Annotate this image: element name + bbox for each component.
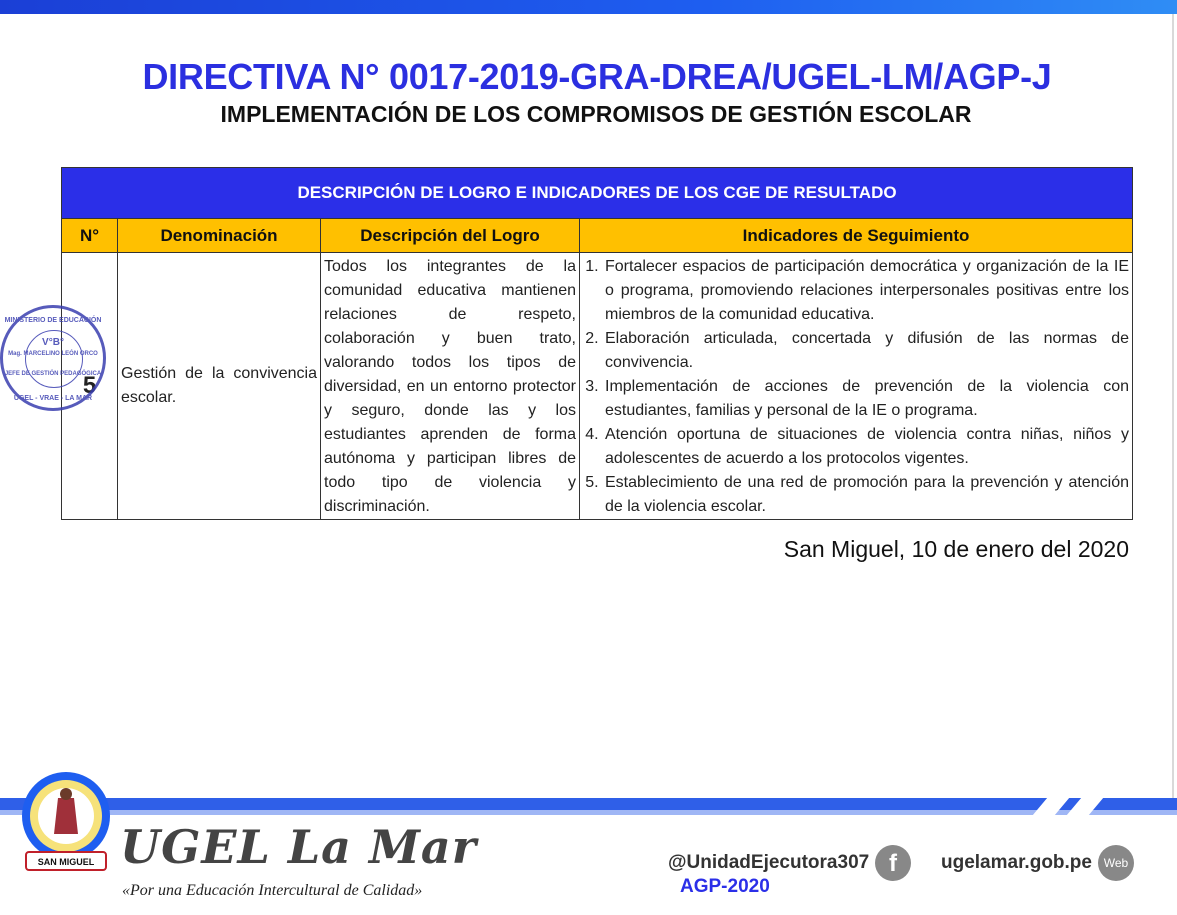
page-edge-line: [1172, 14, 1174, 814]
web-icon[interactable]: Web: [1098, 845, 1134, 881]
stamp-text: MINISTERIO DE EDUCACIÓN: [4, 317, 102, 324]
row-denomination: Gestión de la convivencia escolar.: [118, 253, 321, 520]
stamp-text: UGEL - VRAE - LA MAR: [13, 395, 93, 402]
page-title: DIRECTIVA N° 0017-2019-GRA-DREA/UGEL-LM/AGP-J: [142, 56, 1052, 97]
page-subtitle: IMPLEMENTACIÓN DE LOS COMPROMISOS DE GESTIÓN ESCOLAR: [220, 101, 972, 127]
stamp-text: V°B°: [42, 337, 64, 348]
indicator-item: 4. Atención oportuna de situaciones de violencia contra niñas, niños y adolescentes de acuerdo a los protocolos vigentes.: [603, 423, 1129, 471]
column-header-denomination: Denominación: [118, 219, 321, 253]
website-link[interactable]: ugelamar.gob.pe: [941, 852, 1092, 873]
approval-stamp: [0, 305, 106, 411]
footer-stripe-light: [0, 810, 1177, 815]
social-handle[interactable]: @UnidadEjecutora307: [668, 852, 870, 873]
indicator-item: 1. Fortalecer espacios de participación democrática y organización de la IE o programa, promoviendo relaciones interpersonales positivas entre los miembros de la comunidad educativa.: [603, 255, 1129, 327]
agp-label: AGP-2020: [680, 876, 770, 897]
cge-table: [61, 167, 1133, 520]
logo-ribbon-text: SAN MIGUEL: [37, 857, 95, 867]
facebook-icon[interactable]: f: [875, 845, 911, 881]
indicator-item: 3. Implementación de acciones de prevención de la violencia con estudiantes, familias y personal de la IE o programa.: [603, 375, 1129, 423]
ugel-logo-icon: [20, 768, 112, 878]
row-description: Todos los integrantes de la comunidad educativa mantienen relaciones de respeto, colaboración y buen trato, valorando todos los tipos de diversidad, en un entorno protector y seguro, donde las y los estudiantes aprenden de forma autónoma y participan libres de todo tipo de violencia y discriminación.: [321, 253, 580, 520]
column-header-number: N°: [62, 219, 118, 253]
org-name: UGEL La Mar: [120, 820, 477, 874]
org-motto: «Por una Educación Intercultural de Calidad»: [122, 882, 423, 899]
row-indicators: [580, 253, 1133, 520]
column-header-indicators: Indicadores de Seguimiento: [580, 219, 1133, 253]
indicator-item: 2. Elaboración articulada, concertada y difusión de las normas de convivencia.: [603, 327, 1129, 375]
row-number: 5: [62, 253, 118, 520]
indicator-item: 5. Establecimiento de una red de promoción para la prevención y atención de la violencia escolar.: [603, 471, 1129, 519]
column-header-description: Descripción del Logro: [321, 219, 580, 253]
stamp-text: Mag. MARCELINO LEÓN ORCO: [8, 351, 98, 357]
stamp-text: JEFE DE GESTIÓN PEDAGÓGICA: [4, 371, 102, 377]
table-row: [62, 253, 1133, 520]
date-line: San Miguel, 10 de enero del 2020: [783, 536, 1129, 562]
footer-stripe: [0, 798, 1177, 810]
top-accent-bar: [0, 0, 1177, 14]
table-caption: DESCRIPCIÓN DE LOGRO E INDICADORES DE LOS CGE DE RESULTADO: [62, 168, 1133, 219]
